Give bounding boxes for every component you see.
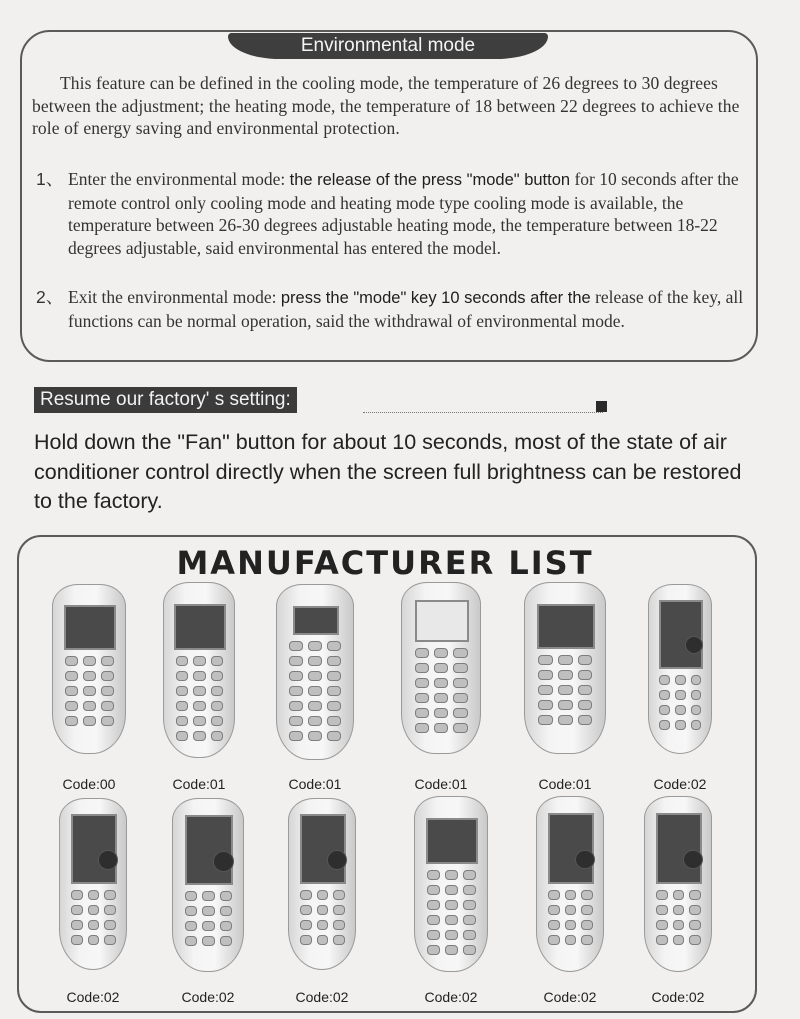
remote-key <box>333 935 345 945</box>
remote-key <box>308 731 322 741</box>
remote-code-label: Code:02 <box>653 776 707 792</box>
remote-key <box>101 686 114 696</box>
remote-key <box>445 915 458 925</box>
resume-text: Hold down the "Fan" button for about 10 seconds, most of the state of air conditioner control directly when the screen full brightness can be restored to the factory. <box>34 430 742 513</box>
remote-key <box>453 723 467 733</box>
remote-key <box>317 905 329 915</box>
remote-key <box>691 690 702 700</box>
remote-code-label: Code:01 <box>172 776 226 792</box>
remote-key <box>83 671 96 681</box>
remote-key <box>193 671 206 681</box>
remote-key <box>176 716 189 726</box>
remote-key <box>578 655 593 665</box>
remote-key <box>289 716 303 726</box>
remote-key <box>308 671 322 681</box>
remote-key <box>185 921 198 931</box>
remote-key <box>675 720 686 730</box>
remote-key <box>656 935 668 945</box>
remote-key <box>176 686 189 696</box>
remote-key <box>300 920 312 930</box>
remote-key <box>308 716 322 726</box>
remote-key <box>289 686 303 696</box>
remote-key <box>333 920 345 930</box>
remote-key <box>176 731 189 741</box>
remote-code-label: Code:02 <box>424 989 478 1005</box>
environmental-mode-title: Environmental mode <box>228 33 548 59</box>
remote-key <box>548 905 560 915</box>
remote-key <box>548 935 560 945</box>
remote-round-button <box>575 850 595 870</box>
square-bullet-icon <box>596 401 607 412</box>
remote-key <box>659 675 670 685</box>
remote-key <box>548 890 560 900</box>
remote-key <box>193 731 206 741</box>
remote-key <box>327 686 341 696</box>
remote-screen <box>64 605 117 650</box>
remote-key <box>327 641 341 651</box>
remote-key <box>445 930 458 940</box>
remote-key <box>453 678 467 688</box>
remote-key <box>656 920 668 930</box>
remote-key <box>673 905 685 915</box>
remote-key <box>578 670 593 680</box>
remote-screen <box>537 604 595 649</box>
remote-key <box>211 656 224 666</box>
item-lead: Enter the environmental mode: <box>68 169 290 189</box>
remote-key <box>71 890 83 900</box>
remote-key <box>463 870 476 880</box>
remote-key <box>317 920 329 930</box>
remote-key <box>176 701 189 711</box>
remote-key <box>104 905 116 915</box>
remote-key <box>308 686 322 696</box>
remote-key <box>202 921 215 931</box>
remote-key <box>565 920 577 930</box>
remote-key <box>185 906 198 916</box>
remote-button-grid <box>65 656 114 726</box>
remote-key <box>88 920 100 930</box>
remote-key <box>434 693 448 703</box>
remote-key <box>434 708 448 718</box>
remote-button-grid <box>659 675 701 730</box>
remote-control-icon <box>276 584 354 760</box>
remote-round-button <box>683 850 703 870</box>
remote-key <box>415 708 429 718</box>
remote-key <box>83 701 96 711</box>
remote-key <box>327 716 341 726</box>
remote-key <box>445 870 458 880</box>
remote-screen <box>656 813 702 884</box>
remote-key <box>83 686 96 696</box>
remote-key <box>104 890 116 900</box>
remote-key <box>308 641 322 651</box>
remote-key <box>427 870 440 880</box>
remote-key <box>689 890 701 900</box>
item-text <box>68 168 748 259</box>
remote-key <box>558 715 573 725</box>
remote-key <box>327 701 341 711</box>
remote-control-icon <box>288 798 356 970</box>
remote-key <box>101 656 114 666</box>
remote-code-label: Code:01 <box>414 776 468 792</box>
remote-key <box>463 915 476 925</box>
remote-key <box>289 656 303 666</box>
remote-key <box>558 685 573 695</box>
remote-key <box>463 930 476 940</box>
remote-key <box>300 890 312 900</box>
remote-key <box>327 671 341 681</box>
remote-screen <box>71 814 117 883</box>
remote-key <box>565 935 577 945</box>
remote-key <box>101 671 114 681</box>
remote-key <box>104 935 116 945</box>
remote-control-icon <box>163 582 235 758</box>
remote-key <box>65 656 78 666</box>
remote-key <box>656 905 668 915</box>
remote-key <box>176 656 189 666</box>
remote-key <box>83 656 96 666</box>
remote-key <box>538 715 553 725</box>
remote-key <box>548 920 560 930</box>
remote-button-grid <box>656 890 701 945</box>
remote-key <box>202 936 215 946</box>
remote-control-icon <box>59 798 127 970</box>
remote-key <box>558 655 573 665</box>
remote-key <box>327 656 341 666</box>
remote-key <box>581 935 593 945</box>
remote-key <box>176 671 189 681</box>
remote-key <box>581 890 593 900</box>
remote-key <box>71 935 83 945</box>
remote-key <box>675 690 686 700</box>
remote-button-grid <box>289 641 340 741</box>
item-text <box>68 286 748 332</box>
remote-control-icon <box>648 584 712 754</box>
remote-key <box>538 670 553 680</box>
remote-key <box>445 945 458 955</box>
remote-button-grid <box>176 656 224 741</box>
remote-key <box>434 723 448 733</box>
remote-key <box>65 716 78 726</box>
remote-key <box>289 641 303 651</box>
remote-key <box>415 663 429 673</box>
remote-key <box>317 935 329 945</box>
item-lead: Exit the environmental mode: <box>68 287 281 307</box>
remote-key <box>193 716 206 726</box>
remote-key <box>185 891 198 901</box>
remote-key <box>453 663 467 673</box>
remote-key <box>202 906 215 916</box>
remote-button-grid <box>71 890 116 945</box>
remote-key <box>463 945 476 955</box>
remote-key <box>220 936 233 946</box>
remote-key <box>675 705 686 715</box>
item-emphasis: the release of the press "mode" button <box>289 171 571 189</box>
remote-control-icon <box>401 582 481 754</box>
remote-screen <box>185 815 234 885</box>
remote-key <box>211 671 224 681</box>
remote-key <box>453 693 467 703</box>
remote-key <box>581 905 593 915</box>
remote-key <box>333 890 345 900</box>
remote-key <box>445 885 458 895</box>
remote-key <box>673 935 685 945</box>
item-rest: release of the key, all functions can be normal operation, said the withdrawal of environmental mode. <box>68 287 744 331</box>
remote-key <box>673 890 685 900</box>
remote-key <box>289 671 303 681</box>
remote-button-grid <box>415 648 468 733</box>
remote-key <box>211 686 224 696</box>
resume-heading: Resume our factory' s setting: <box>34 387 297 413</box>
remote-key <box>415 723 429 733</box>
remote-key <box>211 731 224 741</box>
remote-key <box>578 700 593 710</box>
remote-key <box>193 701 206 711</box>
remote-key <box>101 701 114 711</box>
remote-round-button <box>213 851 234 872</box>
remote-key <box>193 656 206 666</box>
remote-key <box>558 700 573 710</box>
remote-key <box>65 701 78 711</box>
remote-key <box>427 885 440 895</box>
remote-key <box>558 670 573 680</box>
remote-key <box>220 921 233 931</box>
remote-code-label: Code:02 <box>543 989 597 1005</box>
remote-key <box>415 678 429 688</box>
remote-button-grid <box>300 890 345 945</box>
remote-key <box>659 720 670 730</box>
remote-key <box>427 945 440 955</box>
remote-key <box>578 685 593 695</box>
remote-key <box>689 920 701 930</box>
remote-key <box>689 935 701 945</box>
remote-key <box>463 885 476 895</box>
remote-key <box>415 693 429 703</box>
remote-key <box>83 716 96 726</box>
item-number: 2、 <box>36 287 64 307</box>
remote-control-icon <box>524 582 606 754</box>
heading-divider <box>363 412 603 413</box>
remote-key <box>104 920 116 930</box>
remote-key <box>71 905 83 915</box>
remote-key <box>427 900 440 910</box>
remote-key <box>673 920 685 930</box>
remote-key <box>88 890 100 900</box>
remote-button-grid <box>548 890 593 945</box>
item-rest: for 10 seconds after the remote control only cooling mode and heating mode type cooling mode is available, the temperature between 26-30 degrees adjustable heating mode, the temperature between 18-22 degrees adjustable, said environmental has entered the model. <box>68 169 739 258</box>
remote-round-button <box>98 850 118 870</box>
remote-key <box>327 731 341 741</box>
remote-round-button <box>327 850 347 870</box>
remote-key <box>538 700 553 710</box>
remote-screen <box>293 606 340 635</box>
remote-key <box>333 905 345 915</box>
item-number: 1、 <box>36 169 64 189</box>
remote-key <box>691 705 702 715</box>
remote-control-icon <box>414 796 488 972</box>
remote-key <box>101 716 114 726</box>
exit-mode-item <box>36 286 748 332</box>
remote-key <box>453 648 467 658</box>
remote-key <box>211 716 224 726</box>
remote-key <box>65 686 78 696</box>
remote-key <box>565 905 577 915</box>
remote-key <box>71 920 83 930</box>
remote-key <box>427 930 440 940</box>
remote-key <box>565 890 577 900</box>
remote-key <box>415 648 429 658</box>
remote-key <box>202 891 215 901</box>
remote-code-label: Code:02 <box>295 989 349 1005</box>
remote-key <box>659 705 670 715</box>
remote-button-grid <box>538 655 592 725</box>
remote-key <box>220 906 233 916</box>
remote-code-label: Code:02 <box>651 989 705 1005</box>
remote-key <box>656 890 668 900</box>
remote-key <box>300 935 312 945</box>
remote-key <box>434 648 448 658</box>
environmental-mode-intro: This feature can be defined in the cooling mode, the temperature of 26 degrees to 30 degrees between the adjustment; the heating mode, the temperature of 18 between 22 degrees to achieve the role of energy saving and environmental protection. <box>32 73 740 138</box>
remote-key <box>193 686 206 696</box>
remote-key <box>289 731 303 741</box>
remote-code-label: Code:02 <box>181 989 235 1005</box>
remote-screen <box>659 600 703 669</box>
remote-key <box>65 671 78 681</box>
remote-key <box>88 935 100 945</box>
remote-screen <box>300 814 346 883</box>
remote-key <box>289 701 303 711</box>
remote-key <box>581 920 593 930</box>
remote-key <box>317 890 329 900</box>
remote-key <box>300 905 312 915</box>
remote-key <box>538 685 553 695</box>
remote-key <box>453 708 467 718</box>
remote-screen <box>426 818 479 864</box>
remote-control-icon <box>536 796 604 972</box>
remote-code-label: Code:01 <box>288 776 342 792</box>
remote-key <box>659 690 670 700</box>
remote-key <box>308 701 322 711</box>
remote-button-grid <box>185 891 233 946</box>
remote-key <box>88 905 100 915</box>
remote-key <box>689 905 701 915</box>
remote-key <box>220 891 233 901</box>
remote-button-grid <box>427 870 476 955</box>
remote-key <box>185 936 198 946</box>
remote-key <box>691 675 702 685</box>
remote-control-icon <box>644 796 712 972</box>
remote-control-icon <box>172 798 244 972</box>
remote-key <box>434 663 448 673</box>
remote-key <box>538 655 553 665</box>
remote-key <box>578 715 593 725</box>
remote-key <box>675 675 686 685</box>
remote-key <box>211 701 224 711</box>
remote-key <box>463 900 476 910</box>
remote-code-label: Code:01 <box>538 776 592 792</box>
remote-control-icon <box>52 584 126 754</box>
remote-key <box>434 678 448 688</box>
remote-code-label: Code:00 <box>62 776 116 792</box>
remote-key <box>427 915 440 925</box>
remote-key <box>445 900 458 910</box>
manufacturer-list-title: MANUFACTURER LIST <box>176 544 594 582</box>
remote-key <box>308 656 322 666</box>
enter-mode-item <box>36 168 748 259</box>
remote-screen <box>174 604 226 650</box>
remote-screen <box>548 813 594 884</box>
item-emphasis: press the "mode" key 10 seconds after the <box>280 289 591 307</box>
remote-key <box>691 720 702 730</box>
remote-screen <box>415 600 469 642</box>
remote-code-label: Code:02 <box>66 989 120 1005</box>
